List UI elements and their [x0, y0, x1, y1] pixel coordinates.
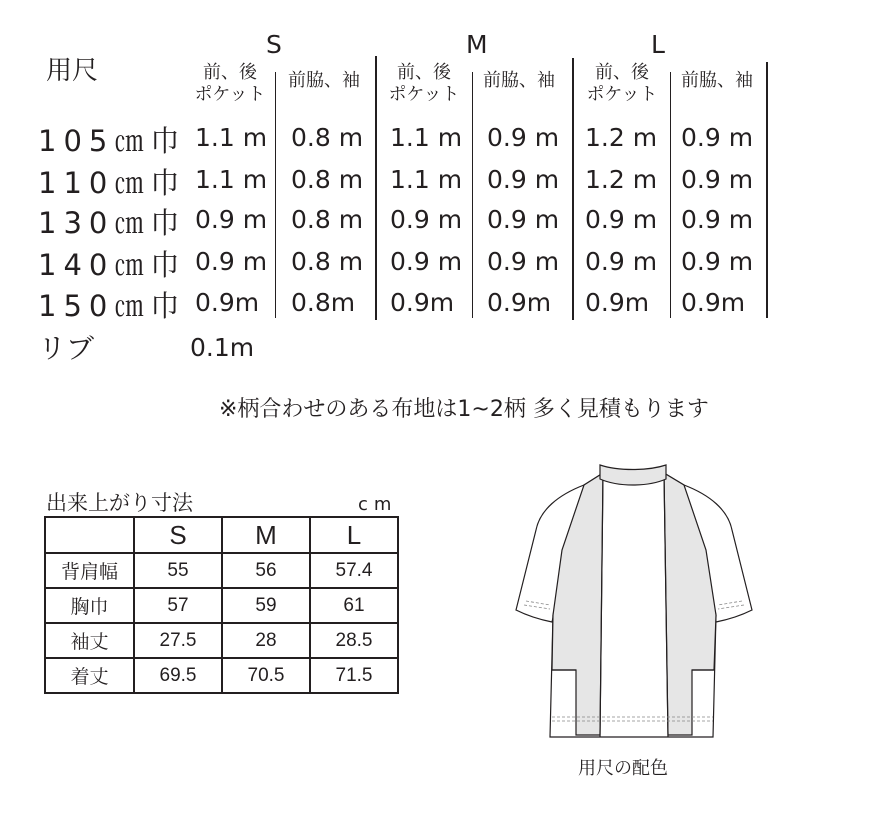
header-cell: S	[134, 517, 222, 553]
cell: 0.9 m	[390, 205, 463, 234]
row-label: 150㎝巾	[38, 289, 187, 323]
cell: 1.1 m	[390, 165, 463, 194]
divider-l-inner	[670, 72, 671, 318]
cell: 0.9 m	[487, 123, 560, 152]
subheader-s-front-back: 前、後 ポケット	[194, 62, 266, 105]
cell: 0.8 m	[291, 123, 364, 152]
cell: 0.9 m	[681, 205, 754, 234]
cell: 0.9 m	[487, 247, 560, 276]
cell: 1.1 m	[390, 123, 463, 152]
row-label: 110㎝巾	[38, 166, 187, 200]
cell: 0.9m	[585, 288, 650, 317]
subheader-l-side-sleeve: 前脇、袖	[681, 70, 753, 91]
cell: 55	[134, 553, 222, 588]
size-header-l: L	[651, 30, 665, 59]
cell: 0.9 m	[195, 205, 268, 234]
cell: 56	[222, 553, 310, 588]
subheader-m-front-back: 前、後 ポケット	[388, 62, 460, 105]
row-label: 130㎝巾	[38, 206, 187, 240]
finished-size-title: 出来上がり寸法	[46, 491, 193, 515]
cell: 28	[222, 623, 310, 658]
cell: 1.2 m	[585, 123, 658, 152]
cell: 0.9 m	[390, 247, 463, 276]
cell: 0.9 m	[681, 247, 754, 276]
row-label: 105㎝巾	[38, 124, 187, 158]
cell: 27.5	[134, 623, 222, 658]
size-header-m: M	[466, 30, 488, 59]
subheader-s-side-sleeve: 前脇、袖	[288, 70, 360, 91]
cell: 0.8 m	[291, 205, 364, 234]
subheader-m-side-sleeve: 前脇、袖	[483, 70, 555, 91]
cell: 57	[134, 588, 222, 623]
divider-s-m	[375, 56, 377, 320]
divider-right	[766, 62, 768, 318]
table-row	[45, 553, 398, 588]
cell: 0.8m	[291, 288, 356, 317]
size-header-s: S	[266, 30, 282, 59]
cell: 1.1 m	[195, 123, 268, 152]
subheader-l-front-back: 前、後 ポケット	[586, 62, 658, 105]
divider-m-l	[572, 58, 574, 320]
divider-m-inner	[472, 72, 473, 318]
tshirt-illustration	[500, 455, 770, 745]
table-row	[45, 623, 398, 658]
cell: 61	[310, 588, 398, 623]
cell: 0.9m	[390, 288, 455, 317]
finished-size-unit: cm	[358, 494, 398, 515]
header-cell	[45, 517, 134, 553]
header-cell: M	[222, 517, 310, 553]
cell: 69.5	[134, 658, 222, 693]
cell: 0.9 m	[681, 123, 754, 152]
cell: 0.9 m	[195, 247, 268, 276]
divider-s-inner	[275, 72, 276, 318]
cell: 71.5	[310, 658, 398, 693]
cell: 57.4	[310, 553, 398, 588]
cell: 0.8 m	[291, 247, 364, 276]
cell: 0.9m	[487, 288, 552, 317]
row-label: 背肩幅	[45, 553, 134, 588]
cell: 0.9 m	[681, 165, 754, 194]
cell: 0.8 m	[291, 165, 364, 194]
table-header-row	[45, 517, 398, 553]
cell: 28.5	[310, 623, 398, 658]
header-cell: L	[310, 517, 398, 553]
cell: 0.9m	[195, 288, 260, 317]
table-row	[45, 588, 398, 623]
cell: 59	[222, 588, 310, 623]
illustration-caption: 用尺の配色	[578, 758, 668, 779]
row-label: 袖丈	[45, 623, 134, 658]
cell: 0.9 m	[585, 205, 658, 234]
pattern-matching-note: ※柄合わせのある布地は1~2柄 多く見積もります	[219, 397, 709, 422]
yardage-title: 用尺	[46, 56, 99, 86]
table-row	[45, 658, 398, 693]
finished-size-table	[44, 516, 399, 694]
rib-label: リブ	[38, 332, 95, 365]
cell: 0.9m	[681, 288, 746, 317]
cell: 0.9 m	[487, 205, 560, 234]
cell: 0.9 m	[487, 165, 560, 194]
rib-value: 0.1m	[190, 333, 255, 362]
neck-rib	[600, 465, 666, 485]
row-label: 胸巾	[45, 588, 134, 623]
cell: 0.9 m	[585, 247, 658, 276]
cell: 1.1 m	[195, 165, 268, 194]
row-label: 140㎝巾	[38, 248, 187, 282]
row-label: 着丈	[45, 658, 134, 693]
cell: 1.2 m	[585, 165, 658, 194]
cell: 70.5	[222, 658, 310, 693]
